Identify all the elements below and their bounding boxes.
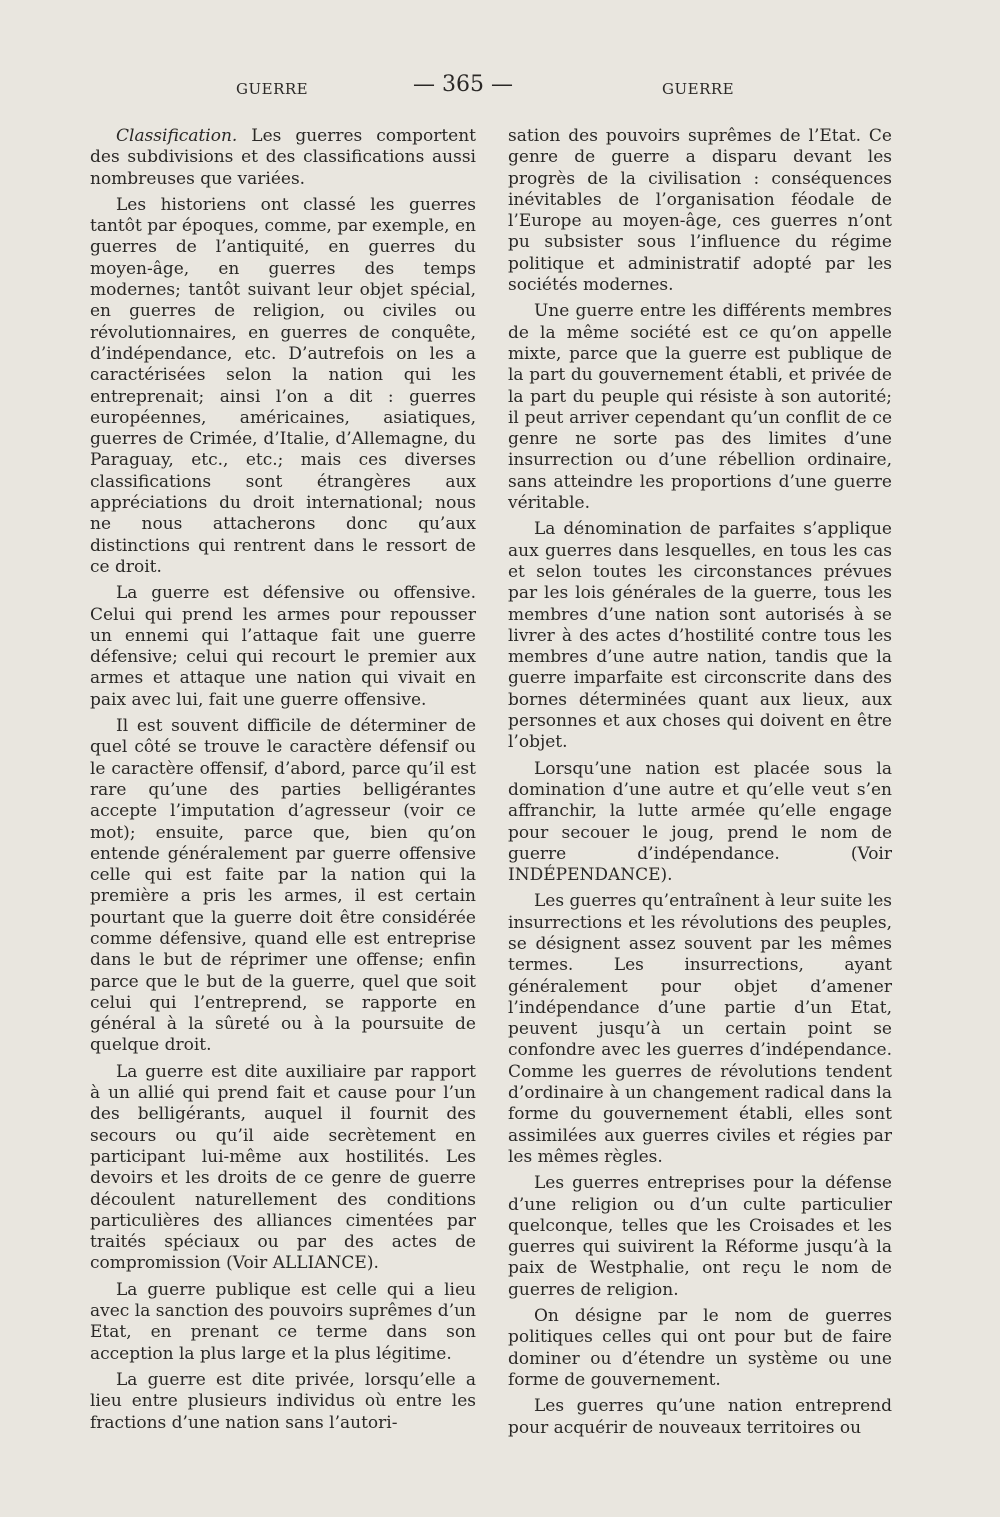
page-number: — 365 — xyxy=(413,72,513,97)
paragraph: La guerre est dite auxiliaire par rapport à un allié qui prend fait et cause pour l’un des belligérants, auquel il fournit des secours ou qu’il aide secrètement en participant lui-même aux hostilités. Les devoirs et les droits de ce genre de guerre découlent naturellement des conditions particulières des alliances cimentées par traités spéciaux ou par des actes de compromission (Voir ALLIANCE). xyxy=(90,1061,476,1274)
paragraph: Les guerres entreprises pour la défense d’une religion ou d’un culte particulier quelconque, telles que les Croisades et les guerres qui suivirent la Réforme jusqu’à la paix de Westphalie, ont reçu le nom de guerres de religion. xyxy=(508,1173,892,1300)
paragraph: La guerre publique est celle qui a lieu avec la sanction des pouvoirs suprêmes d’un Etat, en prenant ce terme dans son acception la plus large et la plus légitime. xyxy=(90,1279,476,1364)
paragraph: On désigne par le nom de guerres politiques celles qui ont pour but de faire dominer ou d’étendre un système ou une forme de gouvernement. xyxy=(508,1306,892,1390)
paragraph: Les guerres qu’entraînent à leur suite les insurrections et les révolutions des peuples, se désignent assez souvent par les mêmes termes. Les insurrections, ayant généralement pour objet d’amener l’indépendance d’une partie d’un Etat, peuvent jusqu’à un certain point se confondre avec les guerres d’indépendance. Comme les guerres de révolutions tendent d’ordinaire à un changement radical dans la forme du gouvernement établi, elles sont assimilées aux guerres civiles et régies par les mêmes règles. xyxy=(508,891,892,1167)
paragraph: La guerre est défensive ou offensive. Celui qui prend les armes pour repousser un ennemi qui l’attaque fait une guerre défensive; celui qui recourt le premier aux armes et attaque une nation qui vivait en paix avec lui, fait une guerre offensive. xyxy=(90,583,476,710)
header-right-word: GUERRE xyxy=(662,80,735,98)
running-header xyxy=(0,72,1000,102)
paragraph: Les guerres qu’une nation entreprend pour acquérir de nouveaux territoires ou xyxy=(508,1396,892,1438)
paragraph: Lorsqu’une nation est placée sous la domination d’une autre et qu’elle veut s’en affranchir, la lutte armée qu’elle engage pour secouer le joug, prend le nom de guerre d’indépendance. (Voir INDÉPENDANCE). xyxy=(508,758,892,886)
paragraph: Il est souvent difficile de déterminer de quel côté se trouve le caractère défensif ou le caractère offensif, d’abord, parce qu’il est rare qu’une des parties belligérantes accepte l’imputation d’agresseur (voir ce mot); ensuite, parce que, bien qu’on entende généralement par guerre offensive celle qui est faite par la nation qui la première a pris les armes, il est certain pourtant que la guerre doit être considérée comme défensive, quand elle est entreprise dans le but de réprimer une offense; enfin parce que le but de la guerre, quel que soit celui qui l’entreprend, se rapporte en général à la sûreté ou à la poursuite de quelque droit. xyxy=(90,716,476,1056)
section-lead: Classification. xyxy=(116,126,238,146)
paragraph: Une guerre entre les différents membres de la même société est ce qu’on appelle mixte, parce que la guerre est publique de la part du gouvernement établi, et privée de la part du peuple qui résiste à son autorité; il peut arriver cependant qu’un conflit de ce genre ne sorte pas des limites d’une insurrection ou d’une rébellion ordinaire, sans atteindre les proportions d’une guerre véritable. xyxy=(508,301,892,514)
left-column xyxy=(90,126,476,1439)
paragraph: La dénomination de parfaites s’applique aux guerres dans lesquelles, en tous les cas et selon toutes les circonstances prévues par les lois générales de la guerre, tous les membres d’une nation sont autorisés à se livrer à des actes d’hostilité contre tous les membres d’une autre nation, tandis que la guerre imparfaite est circonscrite dans des bornes déterminées quant aux lieux, aux personnes et aux choses qui doivent en être l’objet. xyxy=(508,519,892,753)
paragraph: La guerre est dite privée, lorsqu’elle a lieu entre plusieurs individus où entre les fractions d’une nation sans l’autori- xyxy=(90,1369,476,1433)
header-left-word: GUERRE xyxy=(236,80,309,98)
paragraph: Les historiens ont classé les guerres tantôt par époques, comme, par exemple, en guerres de l’antiquité, en guerres du moyen-âge, en guerres des temps modernes; tantôt suivant leur objet spécial, en guerres de religion, ou civiles ou révolutionnaires, en guerres de conquête, d’indépendance, etc. D’autrefois on les a caractérisées selon la nation qui les entreprenait; ainsi l’on a dit : guerres européennes, américaines, asiatiques, guerres de Crimée, d’Italie, d’Allemagne, du Paraguay, etc., etc.; mais ces diverses classifications sont étrangères aux appréciations du droit international; nous ne nous attacherons donc qu’aux distinctions qui rentrent dans le ressort de ce droit. xyxy=(90,194,476,577)
paragraph: Classification. Les guerres comportent des subdivisions et des classifications aussi nombreuses que variées. xyxy=(90,126,476,189)
right-column xyxy=(508,126,892,1444)
paragraph: sation des pouvoirs suprêmes de l’Etat. Ce genre de guerre a disparu devant les progrès de la civilisation : conséquences inévitables de l’organisation féodale de l’Europe au moyen-âge, ces guerres n’ont pu subsister sous l’influence du régime politique et administratif adopté par les sociétés modernes. xyxy=(508,126,892,296)
